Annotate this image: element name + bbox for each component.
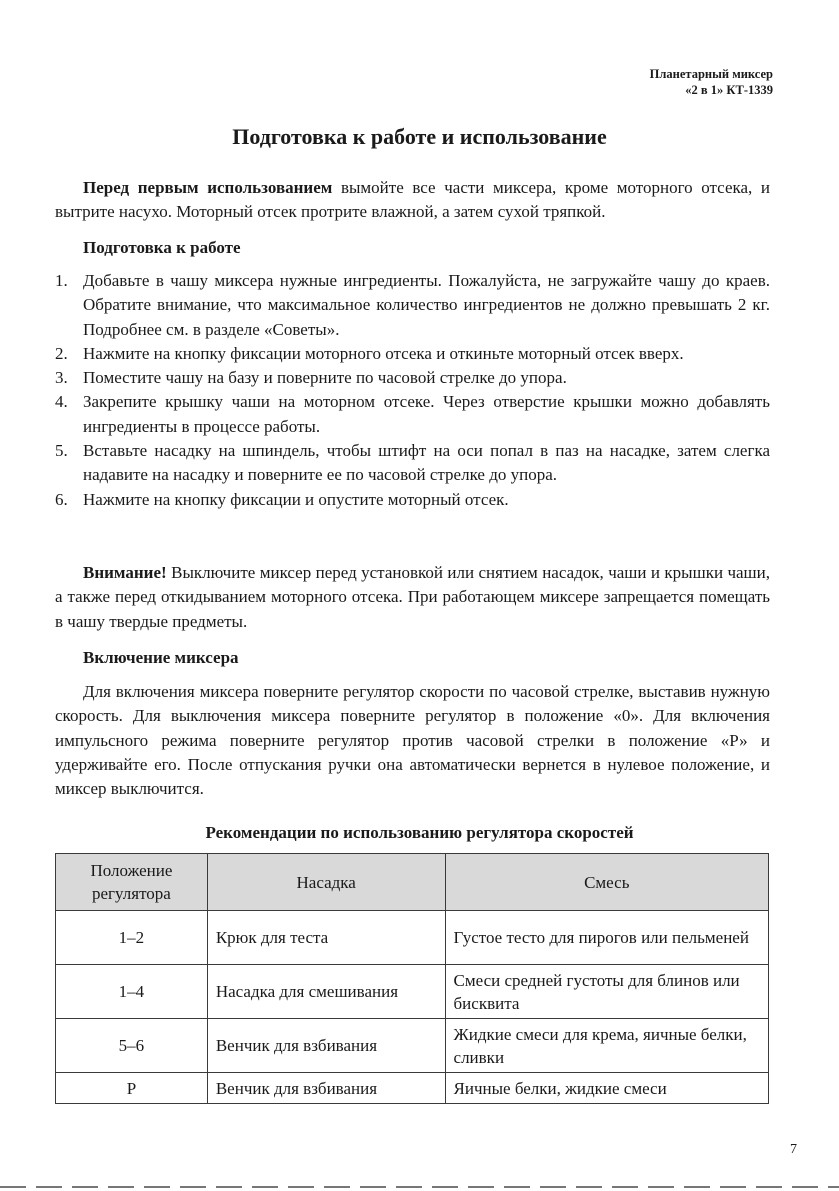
intro-text: вымойте все части миксера, кроме моторного отсека, и вытрите насухо. Моторный отсек протрите влажной, а затем сухой тряпкой.: [55, 178, 770, 222]
cell-position: 1–2: [56, 911, 208, 965]
warning-bold-lead: Внимание!: [83, 563, 167, 582]
step-number: 3.: [55, 368, 68, 388]
list-item: [55, 390, 770, 439]
column-header-attachment: Насадка: [207, 854, 445, 911]
switch-text: Для включения миксера поверните регулятор скорости по часовой стрелке, выставив нужную скорость. Для выключения миксера поверните регулятор в положение «0». Для включения импульсного режима поверните регулятор против часовой стрелки в положение «Р» и удерживайте его. После отпускания ручки она автоматически вернется в нулевое положение, и миксер выключится.: [55, 682, 770, 799]
warning-paragraph: [55, 561, 770, 634]
step-number: 4.: [55, 392, 68, 412]
cell-mixture: Густое тесто для пирогов или пельменей: [445, 911, 768, 965]
list-item: [55, 439, 770, 488]
list-item: [55, 342, 770, 366]
intro-bold-lead: Перед первым использованием: [83, 178, 333, 197]
cell-position: 5–6: [56, 1019, 208, 1073]
switch-paragraph: [55, 680, 770, 801]
step-number: 2.: [55, 343, 68, 363]
cell-attachment: Крюк для теста: [207, 911, 445, 965]
cell-attachment: Венчик для взбивания: [207, 1019, 445, 1073]
speed-table: [55, 853, 769, 1104]
table-row: [56, 965, 769, 1019]
table-row: [56, 911, 769, 965]
step-text: Нажмите на кнопку фиксации моторного отсека и откиньте моторный отсек вверх.: [83, 343, 684, 363]
intro-paragraph: [55, 176, 770, 225]
table-caption: Рекомендации по использованию регулятора скоростей: [205, 823, 634, 842]
list-item: [55, 269, 770, 342]
cell-mixture: Яичные белки, жидкие смеси: [445, 1073, 768, 1104]
prep-heading: Подготовка к работе: [83, 238, 241, 257]
step-number: 6.: [55, 489, 68, 509]
prep-steps-list: [55, 269, 770, 512]
step-number: 1.: [55, 271, 68, 290]
step-number: 5.: [55, 441, 68, 461]
step-text: Добавьте в чашу миксера нужные ингредиенты. Пожалуйста, не загружайте чашу до краев. Обратите внимание, что максимальное количество ингредиентов не должно превышать 2 кг. Подробнее см. в разделе «Советы».: [83, 271, 770, 339]
switch-heading: Включение миксера: [83, 648, 239, 667]
page-number: 7: [790, 1142, 797, 1157]
list-item: [55, 488, 770, 512]
column-header-position: Положение регулятора: [56, 854, 208, 911]
step-text: Вставьте насадку на шпиндель, чтобы штифт на оси попал в паз на насадке, затем слегка надавите на насадку и поверните ее по часовой стрелке до упора.: [83, 441, 770, 485]
column-header-mixture: Смесь: [445, 854, 768, 911]
cell-attachment: Венчик для взбивания: [207, 1073, 445, 1104]
step-text: Закрепите крышку чаши на моторном отсеке. Через отверстие крышки можно добавлять ингредиенты в процессе работы.: [83, 392, 770, 436]
list-item: [55, 366, 770, 390]
cell-mixture: Смеси средней густоты для блинов или бисквита: [445, 965, 768, 1019]
table-header-row: [56, 854, 769, 911]
document-header: [650, 66, 773, 98]
page-title: Подготовка к работе и использование: [232, 124, 607, 149]
header-model: «2 в 1» КТ-1339: [685, 83, 773, 97]
table-row: [56, 1073, 769, 1104]
cell-position: Р: [56, 1073, 208, 1104]
step-text: Поместите чашу на базу и поверните по часовой стрелке до упора.: [83, 368, 567, 388]
header-product-name: Планетарный миксер: [649, 67, 773, 81]
cell-position: 1–4: [56, 965, 208, 1019]
bottom-divider: [0, 1186, 839, 1188]
warning-text: Выключите миксер перед установкой или снятием насадок, чаши и крышки чаши, а также перед откидыванием моторного отсека. При работающем миксере запрещается помещать в чашу твердые предметы.: [55, 563, 770, 631]
step-text: Нажмите на кнопку фиксации и опустите моторный отсек.: [83, 489, 509, 509]
table-row: [56, 1019, 769, 1073]
cell-mixture: Жидкие смеси для крема, яичные белки, сливки: [445, 1019, 768, 1073]
cell-attachment: Насадка для смешивания: [207, 965, 445, 1019]
